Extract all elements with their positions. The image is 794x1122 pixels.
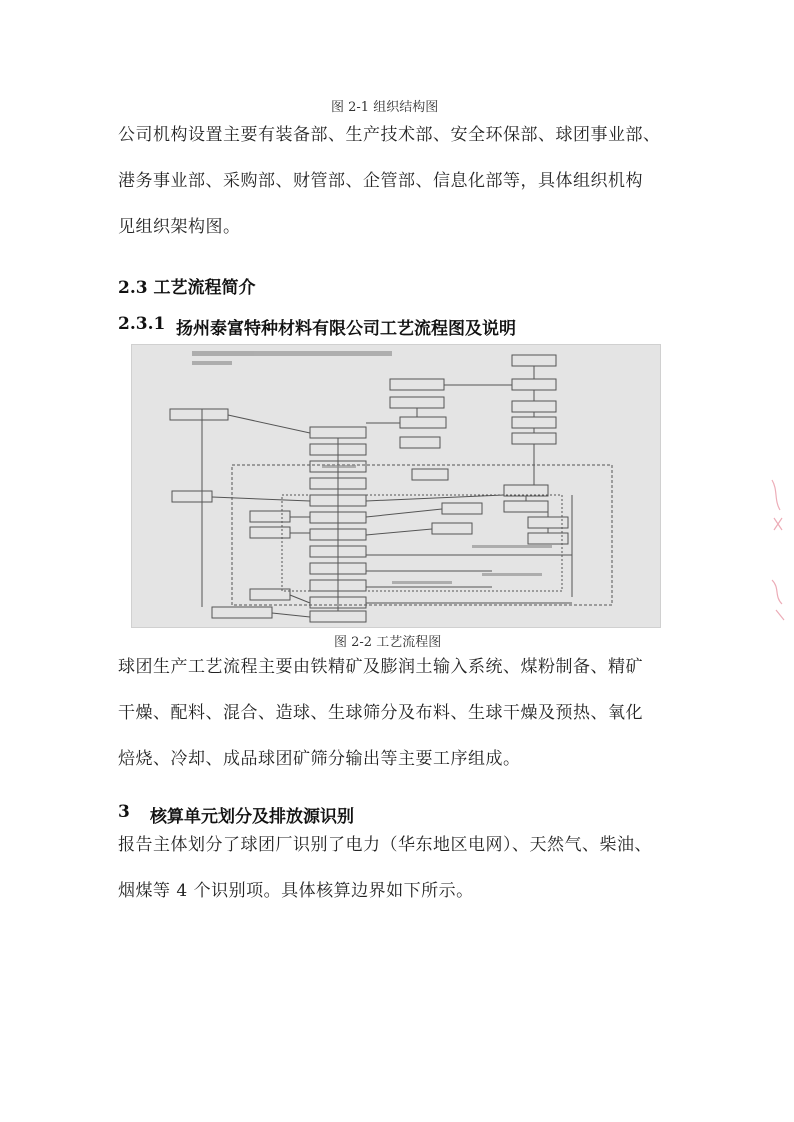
seal-stamp-fragment [768, 470, 790, 630]
section-3-heading: 核算单元划分及排放源识别 [150, 807, 354, 827]
section-3-number: 3 [118, 802, 130, 822]
org-paragraph-line-1: 公司机构设置主要有装备部、生产技术部、安全环保部、球团事业部、 [118, 125, 661, 145]
section-2-3-heading: 2.3 工艺流程简介 [118, 278, 256, 298]
boundary-paragraph-line-2: 烟煤等 4 个识别项。具体核算边界如下所示。 [118, 881, 474, 901]
process-paragraph-line-2: 干燥、配料、混合、造球、生球筛分及布料、生球干燥及预热、氧化 [118, 703, 643, 723]
process-paragraph-line-1: 球团生产工艺流程主要由铁精矿及膨润土输入系统、煤粉制备、精矿 [118, 657, 643, 677]
figure-2-1-caption: 图 2-1 组织结构图 [331, 100, 439, 115]
boundary-paragraph-line-1: 报告主体划分了球团厂识别了电力（华东地区电网）、天然气、柴油、 [118, 835, 652, 855]
process-paragraph-line-3: 焙烧、冷却、成品球团矿筛分输出等主要工序组成。 [118, 749, 521, 769]
process-flow-diagram-image [131, 344, 661, 628]
section-2-3-1-heading: 扬州泰富特种材料有限公司工艺流程图及说明 [176, 319, 516, 339]
figure-2-2-caption: 图 2-2 工艺流程图 [334, 635, 442, 650]
section-2-3-1-number: 2.3.1 [118, 314, 166, 334]
org-paragraph-line-2: 港务事业部、采购部、财管部、企管部、信息化部等，具体组织机构 [118, 171, 643, 191]
org-paragraph-line-3: 见组织架构图。 [118, 217, 241, 237]
